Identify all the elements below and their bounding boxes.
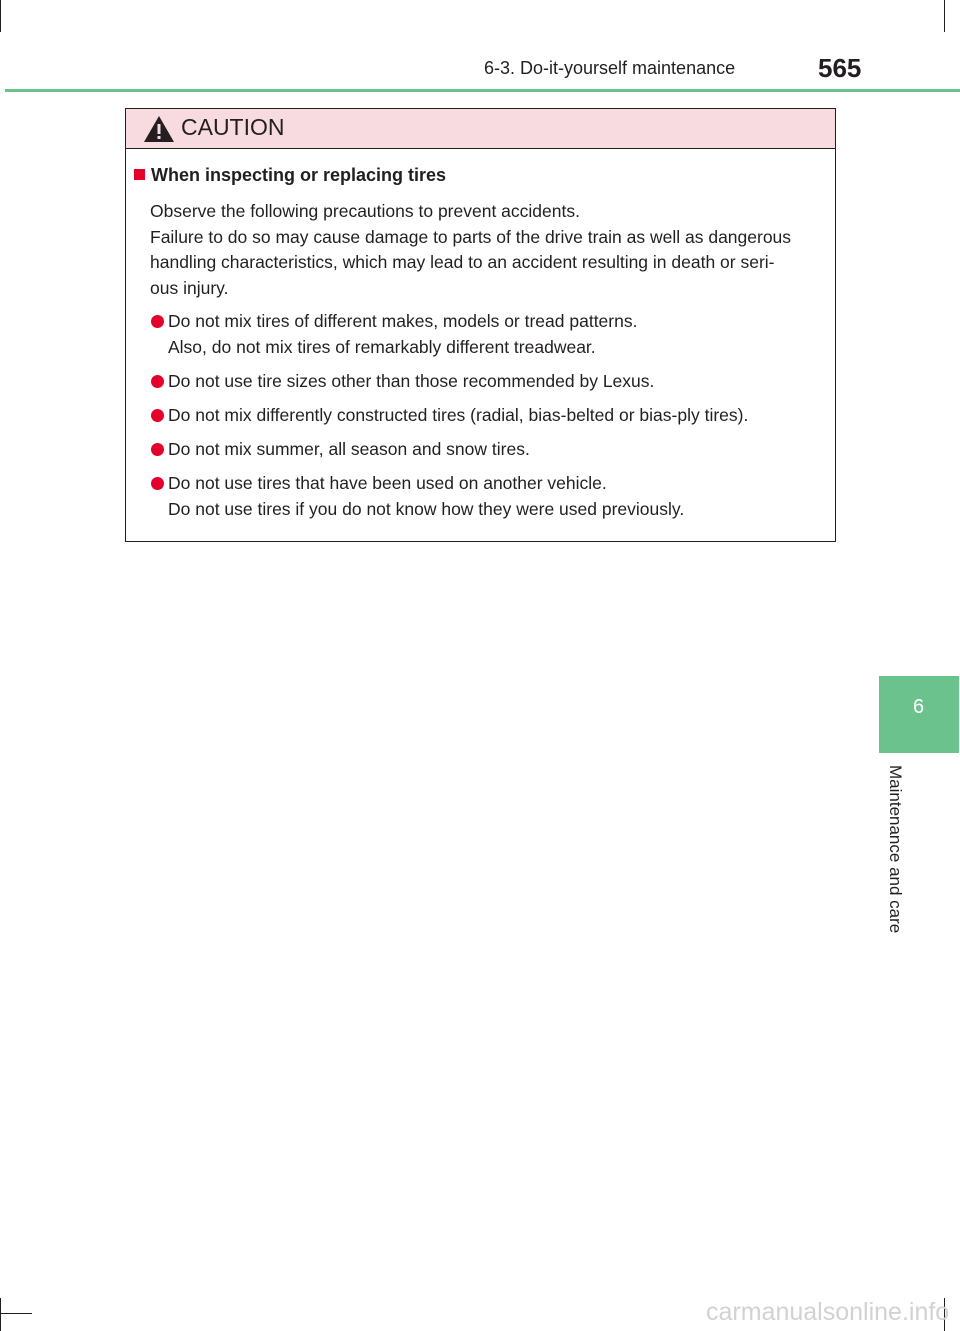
bullet-item: [151, 471, 821, 522]
caution-box: [125, 108, 836, 542]
chapter-number: 6: [913, 696, 925, 718]
bullet-dot-icon: [151, 375, 164, 388]
bullet-dot-icon: [151, 409, 164, 422]
bullet-line: Do not mix tires of different makes, models or tread patterns.: [168, 311, 638, 331]
warning-triangle-icon: [143, 115, 175, 143]
intro-line: Failure to do so may cause damage to parts of the drive train as well as dangerous: [150, 226, 792, 247]
chapter-label: Maintenance and care: [886, 765, 905, 934]
bullet-dot-icon: [151, 477, 164, 490]
bullet-dot-icon: [151, 315, 164, 328]
intro-line: handling characteristics, which may lead to an accident resulting in death or seri-: [150, 252, 775, 273]
bullet-line: Also, do not mix tires of remarkably different treadwear.: [168, 336, 596, 357]
crop-mark: [0, 1313, 32, 1314]
bullet-line: Do not mix summer, all season and snow tires.: [168, 439, 530, 459]
intro-line: ous injury.: [150, 277, 229, 298]
crop-mark: [944, 0, 945, 32]
bullet-line: Do not use tires that have been used on another vehicle.: [168, 473, 607, 493]
intro-paragraph: [150, 199, 830, 301]
crop-mark: [0, 1298, 1, 1331]
crop-mark: [0, 0, 1, 32]
bullet-item: [151, 403, 821, 429]
section-heading-text: When inspecting or replacing tires: [151, 165, 447, 185]
bullet-item: [151, 437, 821, 463]
section-heading: [134, 165, 446, 186]
bullet-dot-icon: [151, 443, 164, 456]
bullet-item: [151, 369, 821, 395]
intro-line: Observe the following precautions to prevent accidents.: [150, 201, 580, 221]
bullet-item: [151, 309, 821, 360]
header-rule: [5, 89, 960, 92]
watermark: carmanualsonline.info: [706, 1298, 950, 1326]
page-number: 565: [818, 53, 862, 83]
chapter-tab: [879, 676, 959, 753]
bullet-line: Do not mix differently constructed tires (radial, bias-belted or bias-ply tires).: [168, 405, 749, 425]
caution-header: [126, 109, 835, 149]
caution-title: CAUTION: [181, 114, 285, 140]
square-bullet-icon: [134, 169, 145, 180]
section-title: 6-3. Do-it-yourself maintenance: [484, 58, 736, 78]
bullet-line: Do not use tires if you do not know how they were used previously.: [168, 498, 685, 519]
bullet-line: Do not use tire sizes other than those recommended by Lexus.: [168, 371, 655, 391]
